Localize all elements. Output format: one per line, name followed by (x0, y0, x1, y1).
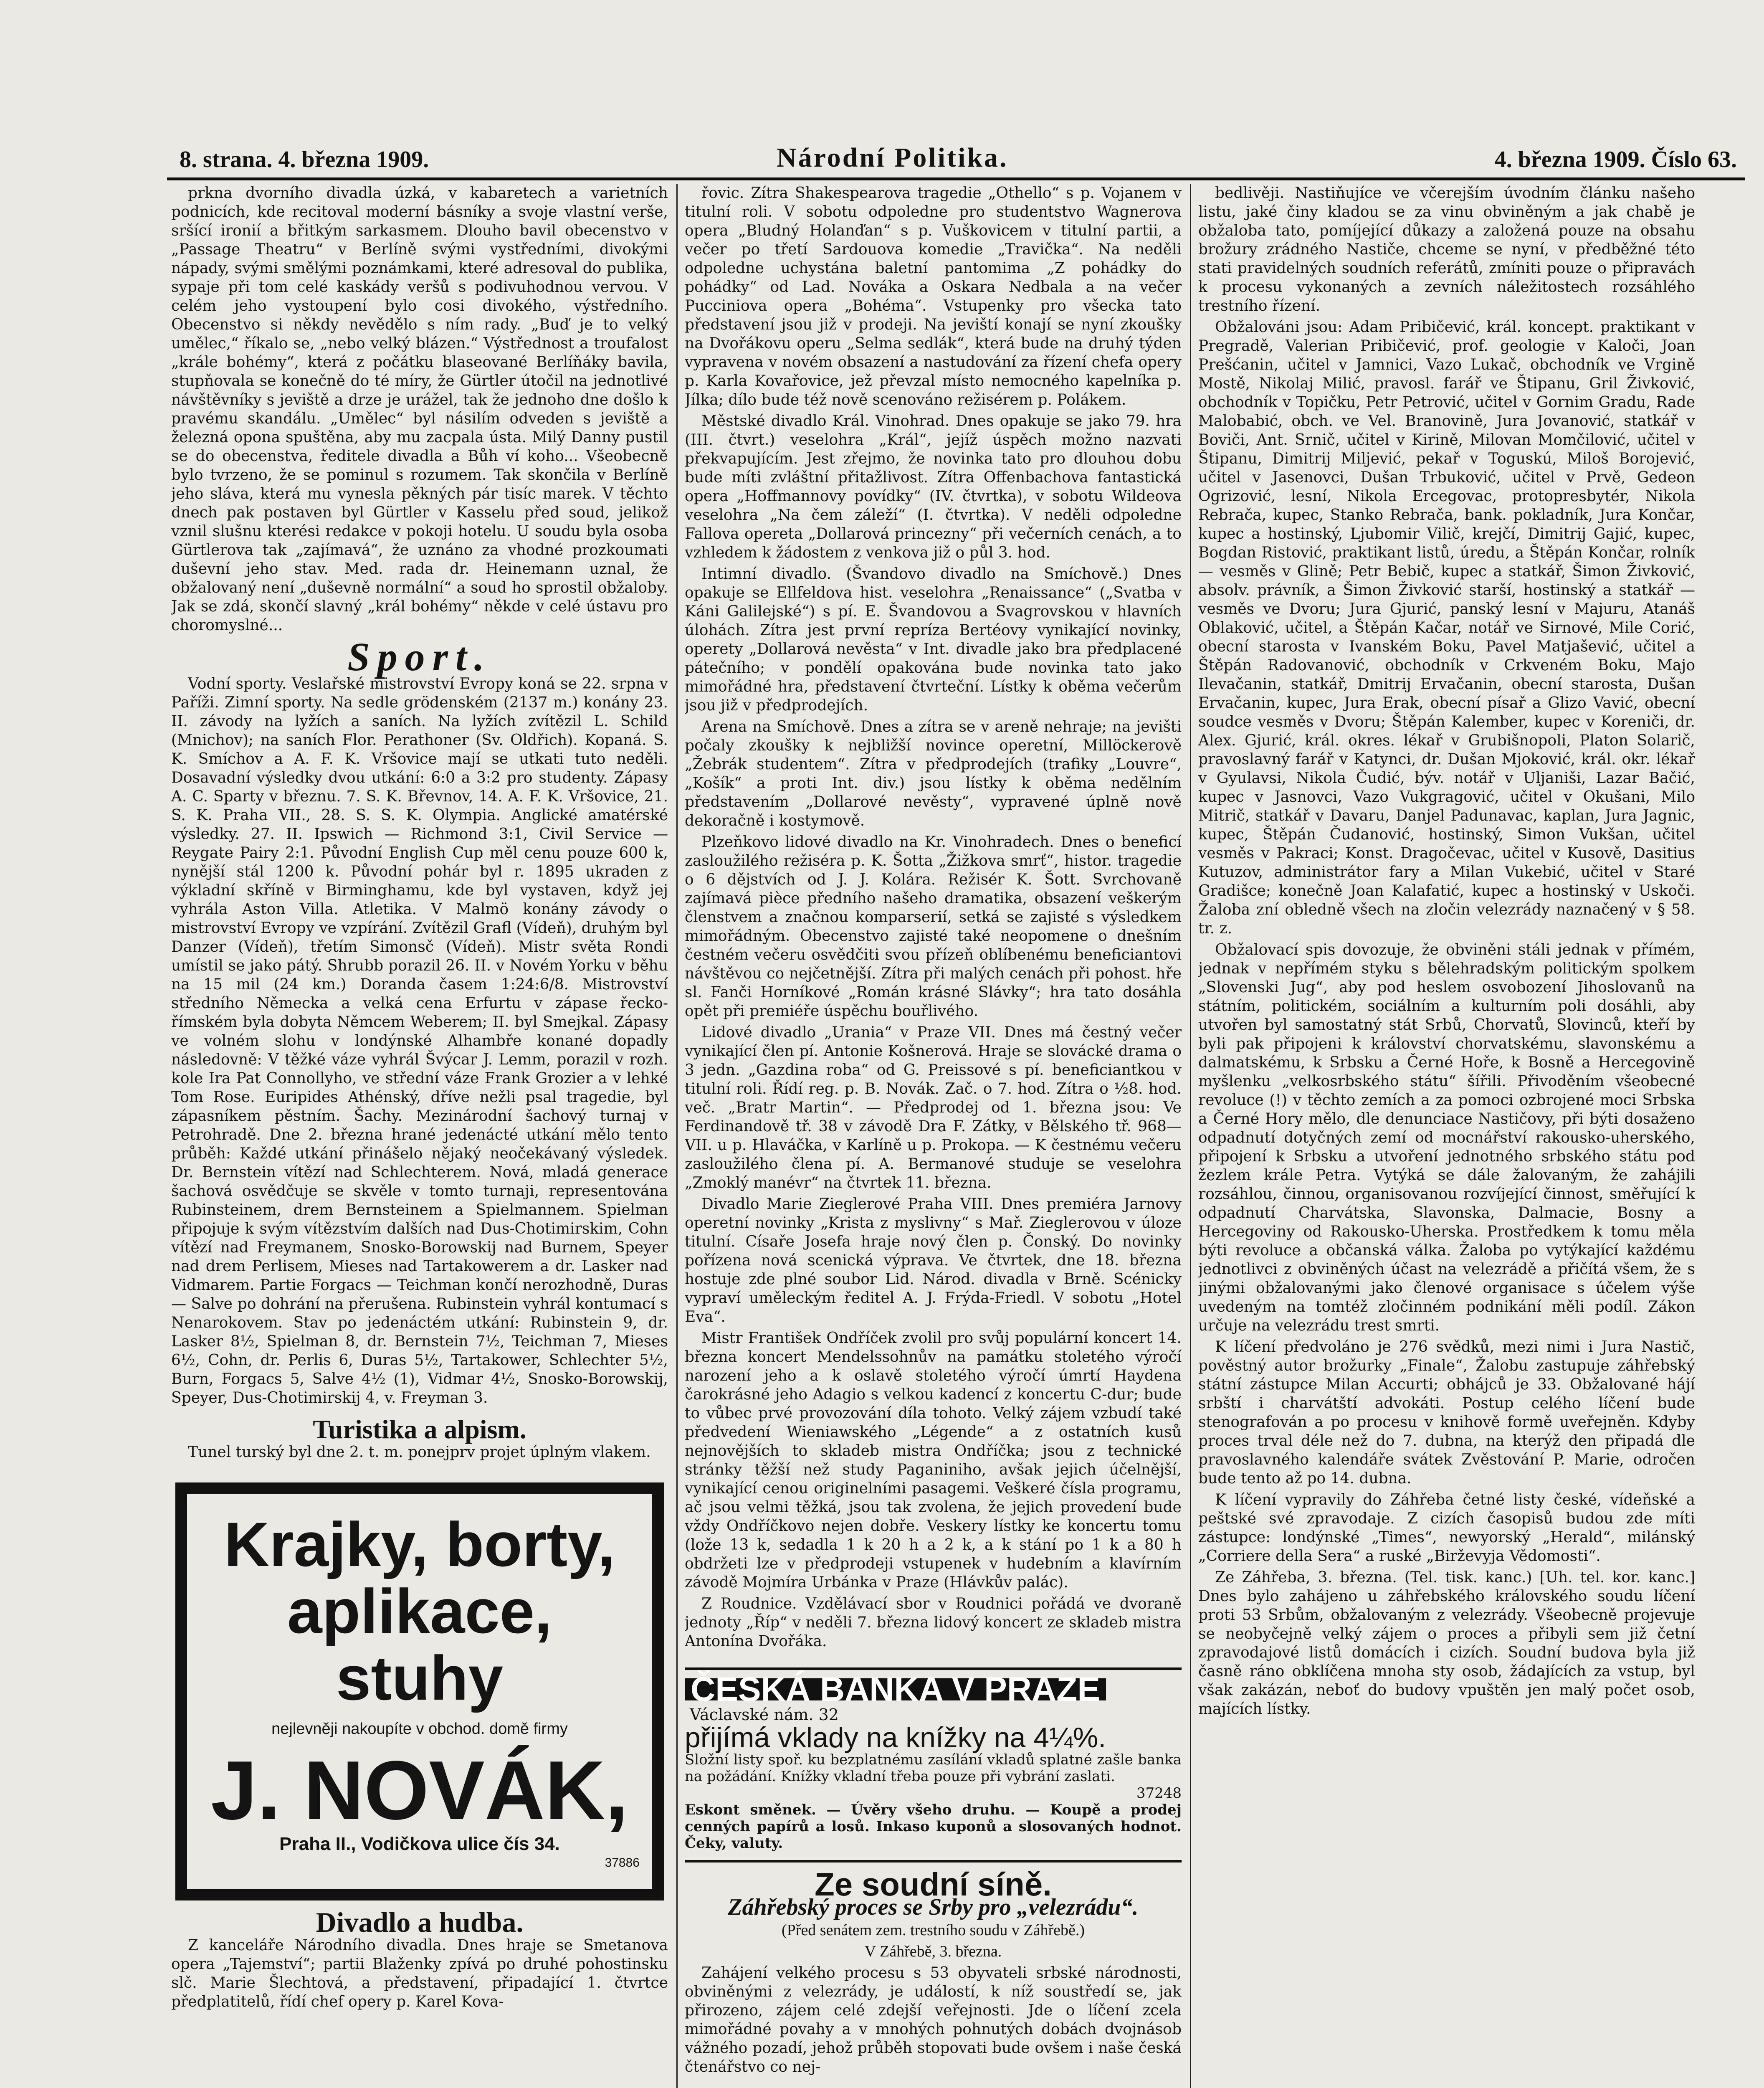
header-rule (167, 177, 1745, 180)
column-divider (1190, 184, 1191, 2088)
court-text: K líčení předvoláno je 276 svědků, mezi nimi i Jura Nastič, pověstný autor brožurky „Finale“, Žalobu zastupuje záhřebský státní zástupce Milan Accurti; obhájců je 33. Obžalované hájí srbští i charvátští advokáti. Postup celého líčení bude stenografován a po procesu v knihově formě uveřejněn. Kdyby proces trval déle než do 7. dubna, na kterýž den připadá dle pravoslavného kalendáře svátek Zvěstování P. Marie, odročen bude tento až po 14. dubna. (1198, 1338, 1695, 1487)
court-text: K líčení vypravily do Záhřeba četné listy české, vídeňské a peštské své zpravodaje. Z cizích časopisů budou zde míti zástupce: londýnské „Times“, newyorský „Herald“, milánský „Corriere della Sera“ a ruské „Birževyja Vědomosti“. (1198, 1491, 1695, 1565)
article-headline: Záhřebský proces se Srby pro „velezrádu“. (728, 1894, 1139, 1920)
court-text: bedlivěji. Nastiňujíce ve včerejším úvodním článku našeho listu, jaké činy kladou se za vinu obviněným a jak chabě je obžaloba tato, pomíjející důkazy a založená pouze na obsahu brožury zrádného Nastiče, chceme se nyní, v předběžné této stati pravidelných soudních referátů, zmíniti pouze o připravách k procesu vykonaných a zevních náležitostech rozsáhlého trestního řízení. (1198, 185, 1695, 314)
page-header (167, 138, 1745, 184)
court-text: Obžalováni jsou: Adam Pribičević, král. koncept. praktikant v Pregradě, Valerian Pribičević, prof. geologie v Kaloči, Joan Prešćanin, učitel v Jamnici, Vazo Lukač, obchodník ve Vrgině Mostě, Nikolaj Milić, pravosl. farář ve Štipanu, Gril Živković, obchodník v Topičku, Petr Petrović, učitel v Gornim Gradu, Rade Malobabić, obch. ve Vel. Branovině, Jura Jovanović, statkář v Boviči, Ant. Srnič, učitel v Kirině, Milovan Momčilović, učitel v Štipanu, Dimitrij Miljević, pekař v Toguskú, Miloš Borojević, učitel v Jasenovci, Dušan Trbuković, učitel v Prvě, Gedeon Ogrizović, lesní, Nikola Ercegovac, protopresbytér, Nikola Rebrača, kupec, Stanko Rebrača, bank. pokladník, Jura Končar, kupec a hostinský, Ljubomir Vilič, krejčí, Dimitrij Gajić, kupec, Bogdan Ristović, praktikant listů, úredu, a Štěpán Končar, rolník — vesměs v Glině; Petr Bebič, kupec a statkář, Šimon Živković, absolv. právník, a Šimon Živković starší, hostinský a statkář — vesměs ve Dvoru; Jura Gjurić, panský lesní v Majuru, Atanáš Oblaković, učitel, a Štěpán Kačar, notář ve Sirnové, Mile Corić, obecní starosta v Ivanském Boku, Pavel Matjašević, učitel a Štěpán Radovanović, obchodník v Crkveném Boku, Majo Ilevačanin, statkář, Dmitrij Ervačanin, obecní starosta, Dušan Ervačanin, kupec, Jura Erak, obecní písař a Glizo Vavić, obecní soudce vesměs v Dvoru; Štěpán Kalember, kupec v Koreniči, dr. Alex. Gjurić, král. okres. lékař v Grubišnopoli, Platon Solarič, pravoslavný farář v Katynci, dr. Dušan Mjoković, král. okr. lékař v Gyulavsi, Nikola Čudić, býv. notář v Uljaniši, Lazar Bačić, kupec v Jasnovci, Vazo Vukgragović, učitel v Okušani, Milo Mitrič, statkář v Davaru, Danjel Padunavac, kaplan, Jura Jagnic, kupec, Štěpán Čudanović, hostinský, Simon Vukšan, učitel vesměs v Pakraci; Konst. Dragočevac, učitel v Kusově, Dasitius Kutuzov, administrátor fary a Milan Vukebić, učitel v Staré Gradišce; konečně Joan Kalafatić, kupec a hostinský v Uskoči. Žaloba zní obledně všech na zločin velezrády naznačený v § 58. tr. z. (1198, 319, 1695, 937)
theatre-text: Divadlo Marie Zieglerové Praha VIII. Dnes premiéra Jarnovy operetní novinky „Krista z myslivny“ s Mař. Zieglerovou v úloze titulní. Císaře Josefa hraje nový člen p. Čonský. Do novinky pořízena nová scenická výprava. Ve čtvrtek, dne 18. března hostuje zde plné soubor Lid. Národ. divadla v Brně. Scénicky vypraví uměleckým ředitel A. J. Frýda-Friedl. V sobotu „Hotel Eva“. (685, 1196, 1182, 1325)
bank-services: Eskont směnek. — Úvěry všeho druhu. — Koupě a prodej cenných papírů a losů. Inkaso kuponů a slosovaných hodnot. Čeky, valuty. (685, 1802, 1182, 1852)
newspaper-page (167, 138, 1745, 2088)
court-text: Ze Záhřeba, 3. března. (Tel. tisk. kanc.) [Uh. tel. kor. kanc.] Dnes bylo zahájeno u záhřebského královského soudu líčení proti 53 Srbům, obžalovaným z velezrády. Všeobecně projevuje se neobyčejně velký zájem o proces a přibyli sem již četní zpravodajové listů domácích i cizích. Soudní budova byla již časně ráno obklíčena mnoha sty osob, žádajících za vstup, byl však zakázán, neboť do budovy vpuštěn jen malý počet osob, majících lístky. (1198, 1569, 1695, 1718)
bank-small-print: Složní listy spoř. ku bezplatnému zasílání vkladů splatné zašle banka na požádání. Knížky vkladní třeba pouze při vybrání zaslati. (685, 1751, 1182, 1785)
column-middle (685, 184, 1182, 2088)
column-divider (676, 184, 678, 2088)
article-text: prkna dvorního divadla úzká, v kabaretech a varietních podnicích, kde recitoval moderní básníky a svoje vlastní verše, sršící ironií a břitkým sarkasmem. Dlouho bavil obecenstvo v „Passage Theatru“ v Berlíně svými vystředními, divokými nápady, svými smělými poznámkami, které adresoval do publika, sypaje při tom celé kaskády veršů s podivuhodnou vervou. V celém jeho vystoupení bylo cosi divokého, výstředního. Obecenstvo si někdy nevědělo s ním rady. „Buď je to velký umělec,“ říkalo se, „nebo velký blázen.“ Výstřednost a troufalost „krále bohémy“, která z počátku blaseované Berlíňáky bavila, stupňovala se konečně do té míry, že Gürtler útočil na jednotlivé návštěvníky s jeviště a drze je urážel, tak že jednoho dne došlo k pravému skandálu. „Umělec“ byl násilím odveden s jeviště a železná opona spuštěna, aby mu zacpala ústa. Milý Danny pustil se do obecenstva, ředitele divadla a Bůh ví koho... Všeobecně bylo tvrzeno, že se pominul s rozumem. Tak skončila v Berlíně jeho sláva, která mu vynesla pěkných pár tisíc marek. V těchto dnech pak postaven byl Gürtler v Kasselu před soud, jelikož vznil slušnu kterési redakce v pokoji hotelu. U soudu byla osoba Gürtlerova tak „zajímavá“, že uznáno za vhodné prozkoumati duševní jeho stav. Med. rada dr. Heinemann uznal, že obžalovaný není „duševně normální“ a soud ho sprostil obžaloby. Jak se zdá, skončí slavný „král bohémy“ někde v celé ústavu pro choromyslné... (171, 185, 668, 634)
masthead-title: Národní Politika. (777, 142, 1008, 173)
theatre-text: Mistr František Ondříček zvolil pro svůj populární koncert 14. března koncert Mendelssohnův na památku stoletého výročí narození jeho a k oslavě stoletého výročí úmrtí Haydena čarokrásné jeho Adagio s velkou kadencí z koncertu C-dur; bude to vůbec prvé provozování díla tohoto. Velký zájem vzbudí také předvedení Wieniawského „Légende“ a z ostatních kusů nejnovějších to skladeb mistra Ondříčka; jsou z technické stránky těžší než study Paganiniho, avšak jejich účelnější, vynikající cenou originelními pasagemi. Veškeré čísla programu, ač jsou velmi těžká, jsou tak zvolena, že jejich provedení bude vždy Ondříčkovo nejen dobře. Veskery lístky ke koncertu tomu (lože 13 k, sedadla 1 k 20 h a 2 k, a k stání po 1 k a 80 h obdržeti lze v předprodeji vstupenek v hudebním a klavírním závodě Mojmíra Urbánka v Praze (Hlávkův palác). (685, 1330, 1182, 1591)
ad-subline: nejlevněji nakoupíte v obchod. domě firmy (271, 1720, 568, 1738)
column-left (171, 184, 668, 2088)
court-text: Obžalovací spis dovozuje, že obviněni stáli jednak v přímém, jednak v nepřímém styku s bělehradským politickým spolkem „Slovenski Jug“, aby pod heslem osvobození Jihoslovanů na státním, politickém, sociálním a kulturním poli dosáhli, aby utvořen byl samostatný stát Srbů, Chorvatů, Slovinců, kteří by byli pak připojeni k království chorvatskému, slavonskému a dalmatskému, k Srbsku a Černé Hoře, k Bosně a Hercegovině myšlenku „velkosrbského státu“ šířili. Přivoděním všeobecné revoluce (!) v těchto zemích a za pomoci ozbrojené moci Srbska a Černé Hory mělo, dle denunciace Nastičovy, při býti dosaženo odpadnutí dotyčných zemí od mocnářství rakousko-uherského, připojení k Srbsku a utvoření jednotného srbského státu pod žezlem krále Petra. Vytýká se dále žalovaným, že zahájili rozsáhlou, činnou, organisovanou rozvíjející činnost, směřující k odpadnutí Charvátska, Slavonska, Dalmacie, Bosny a Hercegoviny od Rakousko-Uherska. Prostředkem k tomu měla býti revoluce a občanská válka. Žaloba po vytýkající každému jednotlivci z obviněných účast na velezrádě a přičítá všem, že s jinými obžalovanými jako členové organisace s účelem výše uvedeným na tomtéž zločinném podnikání měli podíl. Zákon určuje na velezrádu trest smrti. (1198, 941, 1695, 1334)
ad-headline: Krajky, borty, aplikace, stuhy (224, 1509, 615, 1713)
bank-name: ČESKÁ BANKA V PRAZE (685, 1678, 1106, 1700)
advertisement-bank (685, 1667, 1182, 1862)
section-heading-soud: Ze soudní síně. (815, 1866, 1052, 1903)
turistika-text: Tunel turský byl dne 2. t. m. ponejprv projet úplným vlakem. (188, 1444, 651, 1461)
section-heading-divadlo: Divadlo a hudba. (316, 1906, 524, 1938)
bank-code: 37248 (1136, 1785, 1182, 1802)
ad-address: Praha II., Vodičkova ulice čís 34. (279, 1834, 560, 1854)
page-number-date: 8. strana. 4. března 1909. (180, 147, 429, 172)
court-text: Zahájení velkého procesu s 53 obyvateli srbské národnosti, obviněnými z velezrády, je událostí, k níž soustředí se, jak přirozeno, zájem celé zdejší veřejnosti. Jde o líčení zcela mimořádné povahy a v mnohých pohnutých dobách dvojnásob vážného pozadí, jehož průběh stopovati bude ovšem i naše česká čtenářstvo co nej- (685, 1964, 1182, 2075)
divadlo-text: Z kanceláře Národního divadla. Dnes hraje se Smetanova opera „Tajemství“; partii Blaženky zpívá po druhé pohostinsku slč. Marie Šlechtová, a představení, připadající 1. čtvrtce předplatitelů, řídí chef opery p. Karel Kova- (171, 1937, 668, 2010)
theatre-text: Z Roudnice. Vzdělávací sbor v Roudnici pořádá ve dvoraně jednoty „Říp“ v neděli 7. března lidový koncert ze skladeb mistra Antonína Dvořáka. (685, 1595, 1182, 1650)
bank-address: Václavské nám. 32 (690, 1705, 839, 1724)
section-heading-sport: Sport. (347, 634, 492, 679)
ad-code: 37886 (605, 1856, 640, 1870)
ad-firm-name: J. NOVÁK, (210, 1744, 629, 1837)
sport-text: Vodní sporty. Veslařské mistrovství Evropy koná se 22. srpna v Paříži. Zimní sporty. Na sedle grödenském (2137 m.) konány 23. II. závody na lyžích a saních. Na lyžích zvítězil L. Schild (Mnichov); na saních Flor. Perathoner (Sv. Oldřich). Kopaná. S. K. Smíchov a A. F. K. Vršovice mají se utkati tuto neděli. Dosavadní výsledky dvou utkání: 6:0 a 3:2 pro studenty. Zápasy A. C. Sparty v březnu. 7. S. K. Břevnov, 14. A. F. K. Vršovice, 21. S. K. Praha VII., 28. S. S. K. Olympia. Anglické amatérské výsledky. 27. II. Ipswich — Richmond 3:1, Civil Service — Reygate Pairy 2:1. Původní English Cup měl cenu pouze 600 k, nynější stál 1200 k. Původní pohár byl r. 1895 ukraden z výkladní skříně v Birminghamu, kde byl vystaven, když jej vyhrála Aston Villa. Atletika. V Malmö konány závody o mistrovství Evropy ve vzpírání. Zvítězil Grafl (Vídeň), druhým byl Danzer (Vídeň), třetím Simonsč (Vídeň). Mistr světa Rondi umístil se jako pátý. Shrubb porazil 26. II. v Novém Yorku v běhu na 15 mil (24 km.) Doranda časem 1:24:6/8. Mistrovství středního Německa a velká cena Erfurtu v zápase řecko-římském byla dobyta Němcem Weberem; II. byl Smejkal. Zápasy ve volném slohu v londýnské Alhambře konané dopadly následovně: V těžké váze vyhrál Švýcar J. Lemm, porazil v rozh. kole Ira Pat Connollyho, ve střední váze Frank Grozier a v lehké Tom Rose. Euripides Athénský, dříve nežli psal tragedie, byl zápasníkem pěstním. Šachy. Mezinárodní šachový turnaj v Petrohradě. Dne 2. března hrané jedenácté utkání mělo tento průběh: Každé utkání přinášelo nějaký neočekávaný výsledek. Dr. Bernstein vítězí nad Schlechterem. Nová, mladá generace šachová osvědčuje se skvěle v tomto turnaji, representována Rubinsteinem, drem Bernsteinem a Spielmannem. Spielman připojuje k svým vítězstvím dalších nad Dus-Chotimirskim, Cohn vítězí nad Freymanem, Snosko-Borowskij nad Burnem, Speyer nad drem Perlisem, Mieses nad Tartakowerem a dr. Lasker nad Vidmarem. Partie Forgacs — Teichman končí nerozhodně, Duras — Salve po dohrání na přerušena. Rubinstein vyhrál kontumací s Nenarokovem. Stav po jedenáctém utkání: Rubinstein 9, dr. Lasker 8½, Spielman 8, dr. Bernstein 7½, Teichman 7, Mieses 6½, Cohn, dr. Perlis 6, Duras 5½, Tartakower, Schlechter 5½, Burn, Forgacs 5, Salve 4½ (1), Vidmar 4½, Snosko-Borowskij, Speyer, Dus-Chotimirskij 4, v. Freyman 3. (171, 675, 668, 1406)
article-subheadline: (Před senátem zem. trestního soudu v Záhřebě.) (782, 1921, 1085, 1939)
theatre-text: Městské divadlo Král. Vinohrad. Dnes opakuje se jako 79. hra (III. čtvrt.) veselohra „Král“, jejíž úspěch možno nazvati překvapujícím. Jest zřejmo, že novinka tato pro dlouhou dobu bude míti zvláštní přitažlivost. Zítra Offenbachova fantastická opera „Hoffmannovy povídky“ (IV. čtvrtka), v sobotu Wildeova veselohra „Na čem záleží“ (I. čtvrtka). V neděli odpoledne Fallova opereta „Dollarová princezny“ při večerních cenách, a to vzhledem k žádostem z venkova již o půl 3. hod. (685, 413, 1182, 561)
issue-date-number: 4. března 1909. Číslo 63. (1494, 147, 1737, 172)
theatre-text: Intimní divadlo. (Švandovo divadlo na Smíchově.) Dnes opakuje se Ellfeldova hist. veselohra „Renaissance“ („Svatba v Káni Galilejské“) s pí. E. Švandovou a Svagrovskou v hlavních úlohách. Zítra jest první repríza Bertéovy vynikající novinky, operety „Dollarová nevěsta“ v Int. divadle jako bra předplacené pátečního; v pondělí opakována bude novinka tato jako mimořádné hra, představení čtvrteční. Lístky k oběma večerům jsou již v předprodejích. (685, 565, 1182, 714)
column-right (1198, 184, 1695, 2088)
section-heading-turistika: Turistika a alpism. (313, 1414, 526, 1444)
theatre-text: Plzeňkovo lidové divadlo na Kr. Vinohradech. Dnes o beneficí zasloužilého režiséra p. K. Šotta „Žižkova smrť“, histor. tragedie o 6 dějstvích od J. J. Kolára. Režisér K. Šott. Svrchovaně zajímavá pièce předního našeho dramatika, obsazení veškerým členstvem a značnou komparserií, setká se zajisté s výsledkem mimořádným. Obecenstvo zajisté také neopomene o dnešním čestném večeru osvědčiti svou přízeň oblíbenému beneficiantovi návštěvou co nejčetnější. Zítra při malých cenách při pohost. hře sl. Fanči Horníkové „Román krásné Slávky“; hra tato dosáhla opět při premiéře úspěchu bouřlivého. (685, 834, 1182, 1020)
advertisement-novak (175, 1482, 664, 1900)
bank-rate: přijímá vklady na knížky na 4¼%. (685, 1722, 1106, 1754)
theatre-text: řovic. Zítra Shakespearova tragedie „Othello“ s p. Vojanem v titulní roli. V sobotu odpoledne pro studentstvo Wagnerova opera „Bludný Holanďan“ s p. Vuškovicem v titulní partii, a večer po třetí Sardouova komedie „Travička“. Na neděli odpoledne uchystána baletní pantomima „Z pohádky do pohádky“ od Lad. Nováka a Oskara Nedbala a na večer Pucciniova opera „Bohéma“. Vstupenky pro všecka tato představení jsou již v prodeji. Na jeviští konají se nyní zkoušky na Dvořákovu operu „Selma sedlák“, která bude na druhý týden vypravena v novém obsazení a nastudování za řízení chefa opery p. Karla Kovařovice, jež převzal místo nemocného kapelníka p. Jílka; dílo bude též nově scenováno režisérem p. Polákem. (685, 185, 1182, 408)
article-dateline: V Záhřebě, 3. března. (864, 1943, 1002, 1960)
theatre-text: Arena na Smíchově. Dnes a zítra se v areně nehraje; na jevišti počaly zkoušky k nejbližší novince operetní, Millöckerově „Žebrák studentem“. Zítra v předprodejích (trafiky „Louvre“, „Košík“ a proti Int. div.) jsou lístky k oběma nedělním představením „Dollarové nevěsty“, vypravené úplně nově dekoračně i kostymově. (685, 718, 1182, 829)
theatre-text: Lidové divadlo „Urania“ v Praze VII. Dnes má čestný večer vynikající člen pí. Antonie Košnerová. Hraje se slovácké drama o 3 jedn. „Gazdina roba“ od G. Preissové s pí. beneficiantkou v titulní roli. Řídí reg. p. B. Novák. Zač. o 7. hod. Zítra o ½8. hod. več. „Bratr Martin“. — Předprodej od 1. března jsou: Ve Ferdinandově tř. 38 v závodě Dra F. Zátky, v Bělského tř. 968—VII. u p. Hlaváčka, v Karlíně u p. Prokopa. — K čestnému večeru zasloužilého člena pí. A. Bermanové studuje se veselohra „Zmoklý manévr“ na čtvrtek 11. března. (685, 1024, 1182, 1191)
